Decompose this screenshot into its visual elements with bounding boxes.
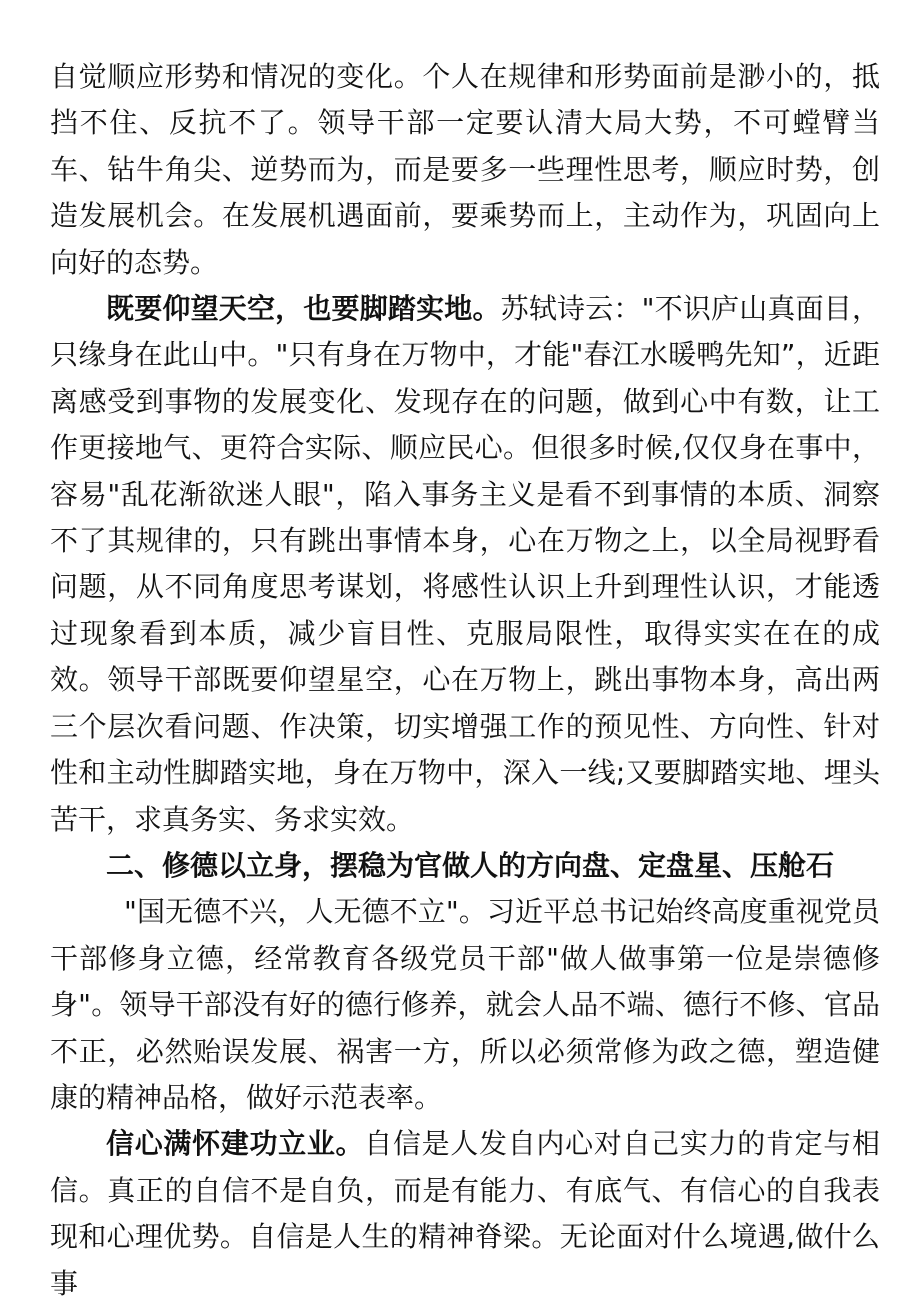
section-heading-text: 二、修德以立身，摆稳为官做人的方向盘、定盘星、压舱石 [106,848,835,882]
paragraph-5-text: 自信是人发自内心对自己实力的肯定与相信。真正的自信不是自负，而是有能力、有底气、有信心的自我表现和心理优势。自信是人生的精神脊梁。无论面对什么境遇,做什么事 [50,1127,880,1300]
document-page [50,54,880,1307]
paragraph-5 [50,1121,880,1307]
paragraph-4 [50,889,880,1121]
paragraph-4-text: "国无德不兴，人无德不立"。习近平总书记始终高度重视党员干部修身立德，经常教育各级党员干部"做人做事第一位是崇德修身"。领导干部没有好的德行修养，就会人品不端、德行不修、官品不正，必然贻误发展、祸害一方，所以必须常修为政之德，塑造健康的精神品格，做好示范表率。 [50,895,880,1114]
paragraph-1-text: 自觉顺应形势和情况的变化。个人在规律和形势面前是渺小的，抵挡不住、反抗不了。领导干部一定要认清大局大势，不可螳臂当车、钻牛角尖、逆势而为，而是要多一些理性思考，顺应时势，创造发展机会。在发展机遇面前，要乘势而上，主动作为，巩固向上向好的态势。 [50,60,880,279]
paragraph-1 [50,54,880,286]
paragraph-2 [50,286,880,843]
paragraph-2-heading: 既要仰望天空，也要脚踏实地。 [106,292,501,326]
paragraph-5-heading: 信心满怀建功立业。 [106,1127,365,1161]
section-heading [50,843,880,889]
paragraph-2-text: 苏轼诗云："不识庐山真面目，只缘身在此山中。"只有身在万物中，才能"春江水暖鸭先知”，近距离感受到事物的发展变化、发现存在的问题，做到心中有数，让工作更接地气、更符合实际、顺应民心。但很多时候,仅仅身在事中，容易"乱花渐欲迷人眼"，陷入事务主义是看不到事情的本质、洞察不了其规律的，只有跳出事情本身，心在万物之上，以全局视野看问题，从不同角度思考谋划，将感性认识上升到理性认识，才能透过现象看到本质，减少盲目性、克服局限性，取得实实在在的成效。领导干部既要仰望星空，心在万物上，跳出事物本身，高出两三个层次看问题、作决策，切实增强工作的预见性、方向性、针对性和主动性脚踏实地，身在万物中，深入一线;又要脚踏实地、埋头苦干，求真务实、务求实效。 [50,292,880,836]
